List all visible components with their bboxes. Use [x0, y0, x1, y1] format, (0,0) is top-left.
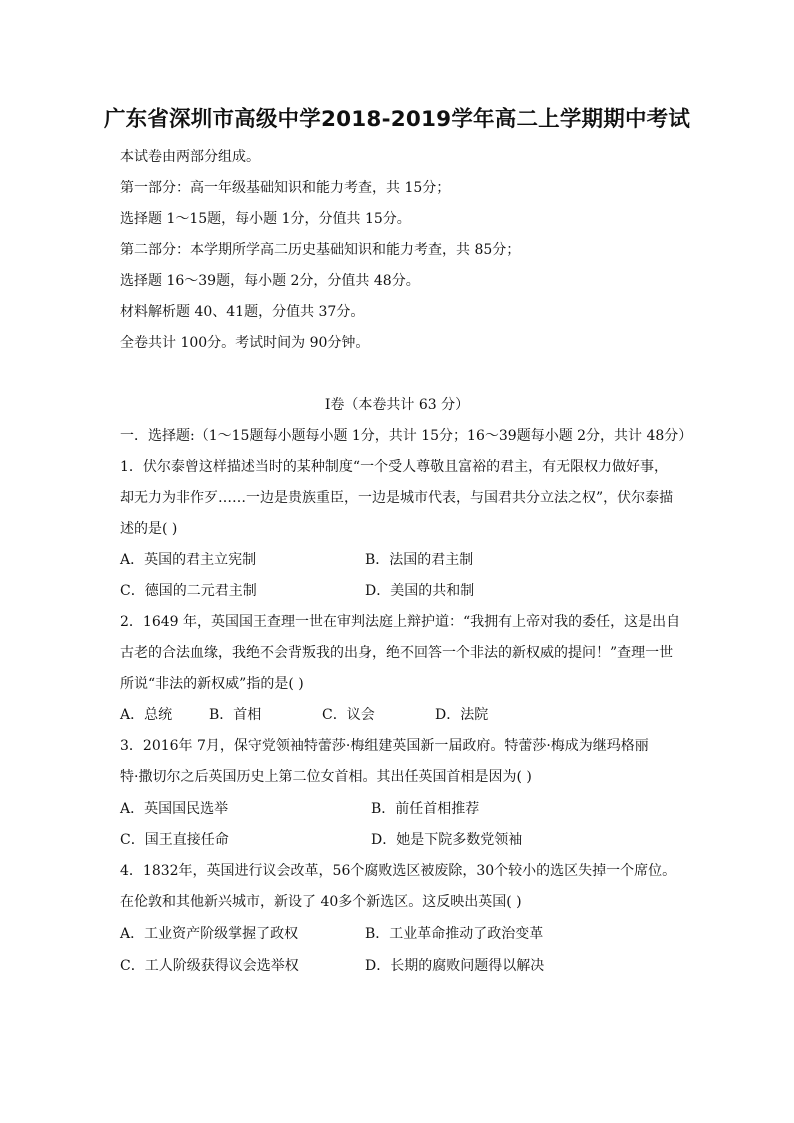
intro-line: 第一部分：高一年级基础知识和能力考查，共 15分； [120, 180, 451, 196]
option-a: A．英国的君主立宪制 [120, 552, 257, 568]
option-d: D．长期的腐败问题得以解决 [365, 958, 545, 974]
intro-line: 第二部分：本学期所学高二历史基础知识和能力考查，共 85分； [120, 242, 521, 258]
intro-line: 本试卷由两部分组成。 [120, 149, 260, 165]
question-text-line: 古老的合法血缘，我绝不会背叛我的出身，绝不回答一个非法的新权威的提问！”查理一世 [120, 645, 674, 661]
option-a: A．工业资产阶级掌握了政权 [120, 926, 299, 942]
question-text-line: 在伦敦和其他新兴城市，新设了 40多个新选区。这反映出英国( ) [120, 894, 522, 910]
option-d: D．法院 [435, 707, 489, 723]
option-b: B．法国的君主制 [365, 552, 474, 568]
question-text-line: 所说“非法的新权威”指的是( ) [120, 676, 304, 692]
option-b: B．前任首相推荐 [371, 801, 480, 817]
option-d: D．她是下院多数党领袖 [371, 832, 523, 848]
option-c: C．工人阶级获得议会选举权 [120, 958, 299, 974]
question-text-line: 述的是( ) [120, 521, 178, 537]
option-c: C．德国的二元君主制 [120, 583, 257, 599]
option-b: B．首相 [209, 707, 262, 723]
question-text-line: 4．1832年，英国进行议会改革，56个腐败选区被废除，30个较小的选区失掉一个席位。 [120, 863, 677, 879]
option-a: A．总统 [120, 707, 173, 723]
question-text-line: 3．2016年 7月，保守党领袖特蕾莎·梅组建英国新一届政府。特蕾莎·梅成为继玛格丽 [120, 738, 649, 754]
option-a: A．英国国民选举 [120, 801, 229, 817]
question-text-line: 2．1649 年，英国国王查理一世在审判法庭上辩护道：“我拥有上帝对我的委任，这是出自 [120, 614, 681, 630]
intro-line: 材料解析题 40、41题，分值共 37分。 [120, 304, 365, 320]
intro-line: 全卷共计 100分。考试时间为 90分钟。 [120, 335, 370, 351]
section-instructions: 一．选择题:（1～15题每小题每小题 1分，共计 15分；16～39题每小题 2分，共计 48分） [120, 428, 693, 444]
intro-line: 选择题 16～39题，每小题 2分，分值共 48分。 [120, 273, 420, 289]
option-d: D．美国的共和制 [365, 583, 475, 599]
question-text-line: 特·撒切尔之后英国历史上第二位女首相。其出任英国首相是因为( ) [120, 769, 532, 785]
question-text-line: 却无力为非作歹……一边是贵族重臣，一边是城市代表，与国君共分立法之权”，伏尔泰描 [120, 490, 674, 506]
exam-title: 广东省深圳市高级中学2018-2019学年高二上学期期中考试 [103, 107, 691, 132]
question-text-line: 1．伏尔泰曾这样描述当时的某种制度“一个受人尊敬且富裕的君主，有无限权力做好事， [120, 459, 669, 475]
option-b: B．工业革命推动了政治变革 [365, 926, 544, 942]
intro-line: 选择题 1～15题，每小题 1分，分值共 15分。 [120, 211, 411, 227]
section-title: Ⅰ卷（本卷共计 63 分） [324, 397, 470, 413]
option-c: C．议会 [322, 707, 375, 723]
option-c: C．国王直接任命 [120, 832, 229, 848]
